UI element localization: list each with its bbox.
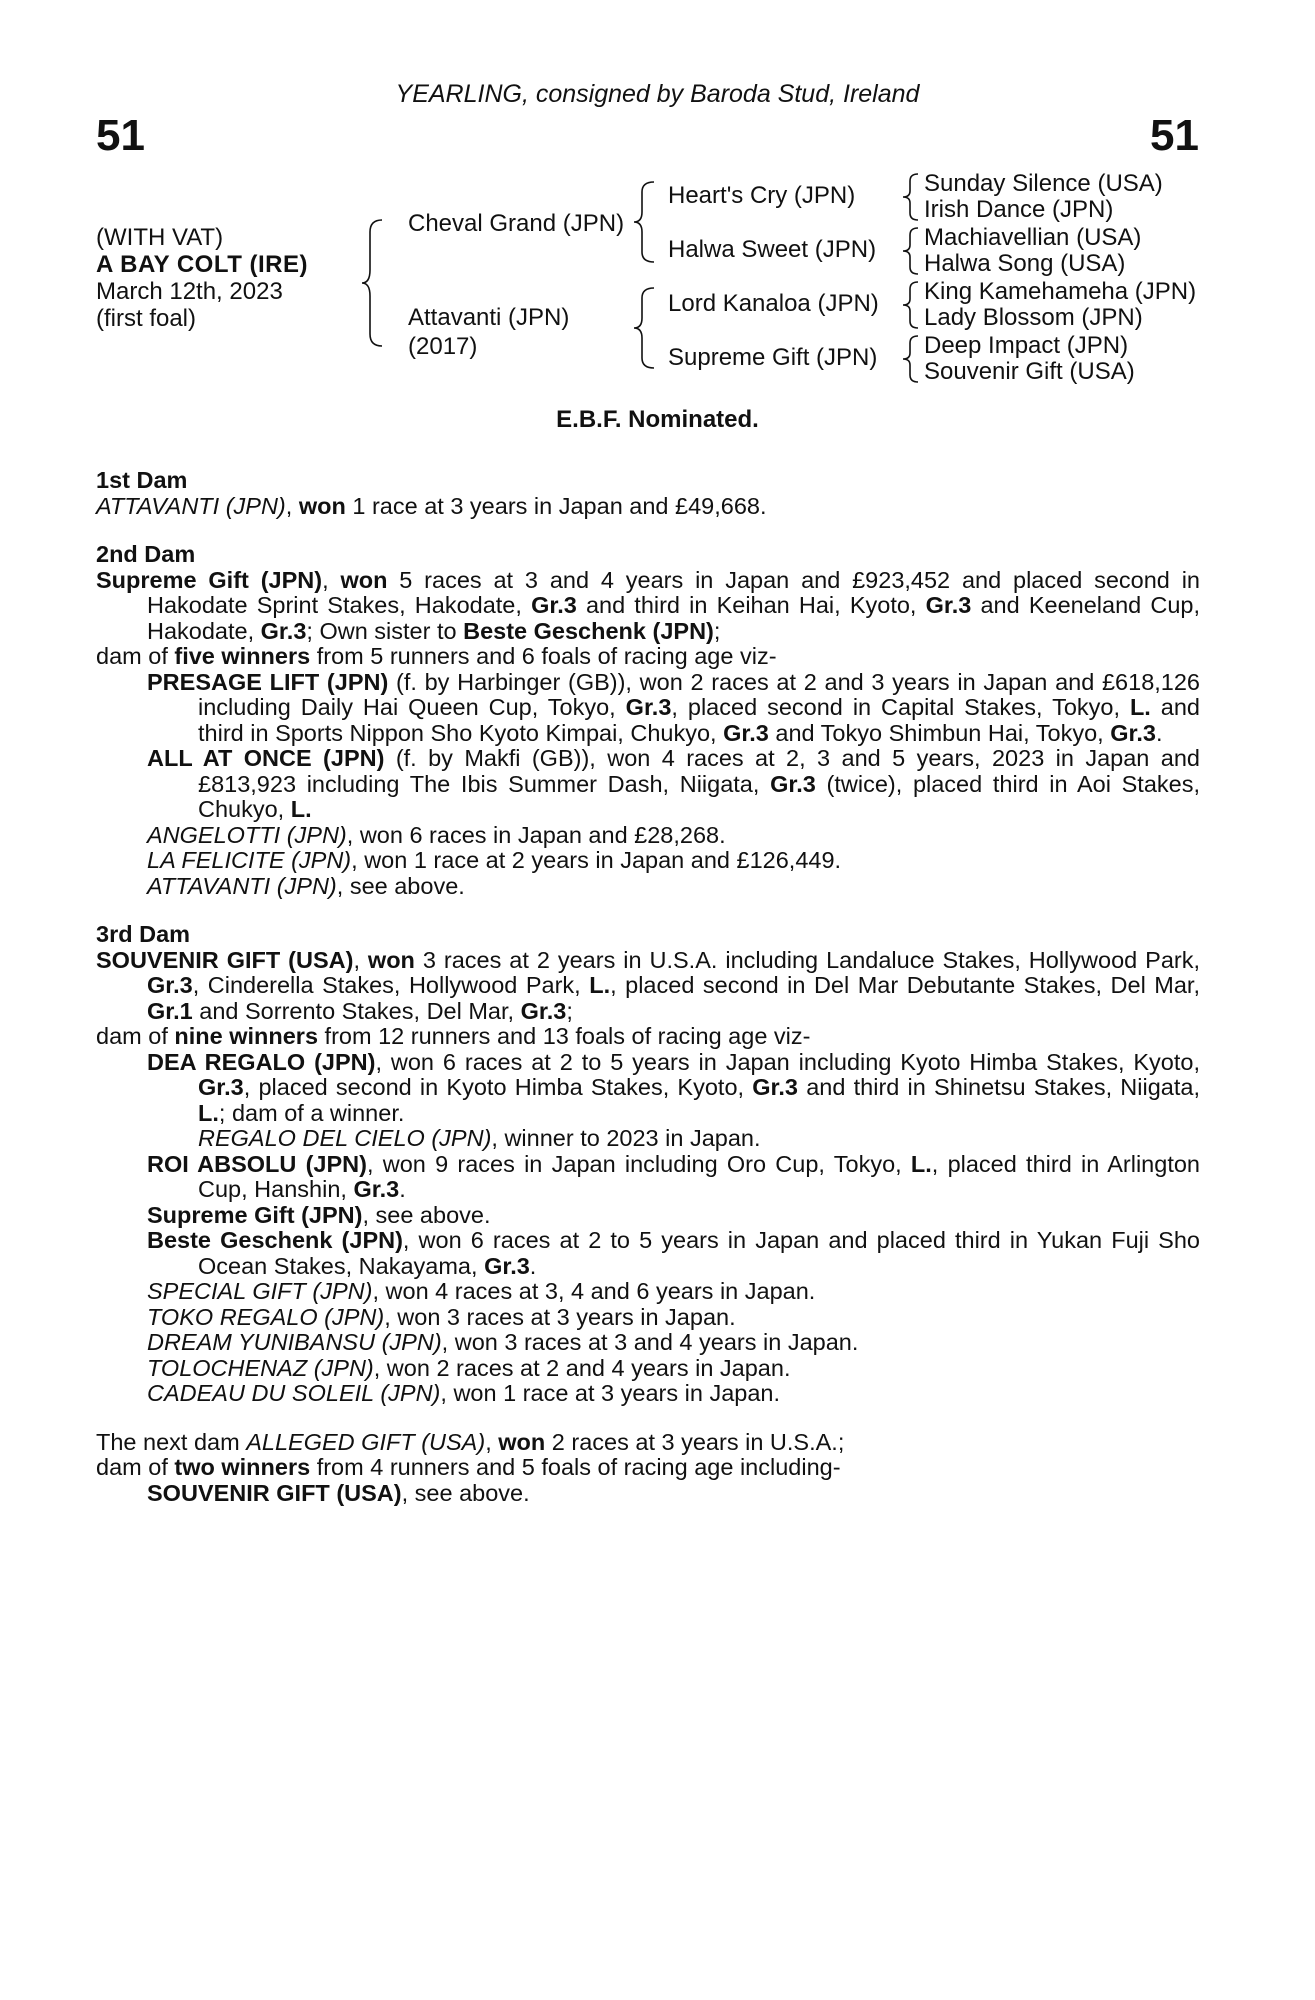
produce-entry xyxy=(96,848,1200,874)
text-run: , see above. xyxy=(336,872,465,899)
text-run: (f. by Harbinger (GB)), won 2 races at 2 and 3 years in Japan and £618,126 including Daily Hai Queen Cup, Tokyo, xyxy=(198,668,1201,720)
grade: Gr.3 xyxy=(752,1074,798,1100)
text-run: ; Own sister to xyxy=(306,617,464,644)
second-dam-heading: 2nd Dam xyxy=(96,541,196,567)
produce-entry xyxy=(96,1305,1200,1331)
second-dam-text xyxy=(96,568,1200,645)
text-run: , won 9 races in Japan including Oro Cup, Tokyo, xyxy=(366,1150,911,1177)
grade: Gr.3 xyxy=(353,1176,400,1202)
text-run: . xyxy=(1155,719,1163,746)
third-dam-text xyxy=(96,948,1200,1025)
text-run: (twice), placed third in Aoi Stakes, Chukyo, xyxy=(198,770,1200,822)
dam-sire: Lord Kanaloa (JPN) xyxy=(668,290,879,317)
produce-name: TOLOCHENAZ (JPN) xyxy=(147,1354,374,1381)
grade: Gr.3 xyxy=(723,719,769,746)
text-run: . xyxy=(399,1176,406,1202)
produce-name: LA FELICITE (JPN) xyxy=(147,847,352,873)
produce-name: SOUVENIR GIFT (USA) xyxy=(147,1479,402,1506)
text-run: , winner to 2023 in Japan. xyxy=(491,1125,761,1151)
text-run: , placed second in Kyoto Himba Stakes, Kyoto, xyxy=(243,1074,753,1100)
text-run: , won 3 races at 3 years in Japan. xyxy=(384,1303,736,1330)
dam-year: (2017) xyxy=(408,333,478,360)
brace-g3 xyxy=(900,280,922,330)
ancestor-8: Souvenir Gift (USA) xyxy=(924,358,1135,385)
listed: L. xyxy=(1129,694,1151,720)
grade: Gr.3 xyxy=(770,770,816,797)
lot-number-left: 51 xyxy=(96,111,145,160)
ancestor-2: Irish Dance (JPN) xyxy=(924,196,1114,223)
produce-entry xyxy=(96,746,1200,823)
catalogue-body xyxy=(96,468,1200,1506)
text-run: and third in Shinetsu Stakes, Niigata, xyxy=(798,1074,1200,1100)
grade: Gr.3 xyxy=(147,972,193,998)
grade: Gr.3 xyxy=(625,694,672,720)
third-dam-produce-line xyxy=(96,1024,1200,1050)
winners-count: five winners xyxy=(174,643,311,669)
colt-name: A BAY COLT (IRE) xyxy=(96,251,309,278)
listed: L. xyxy=(198,1099,219,1126)
text-run: ; xyxy=(713,617,721,644)
text-run: , placed third in Arlington Cup, Hanshin, xyxy=(198,1150,1200,1202)
produce-name: Supreme Gift (JPN) xyxy=(147,1201,363,1228)
produce-entry xyxy=(96,1279,1200,1305)
text-run: , won 1 race at 3 years in Japan. xyxy=(440,1380,781,1406)
ancestor-3: Machiavellian (USA) xyxy=(924,224,1142,251)
text-run: ; dam of a winner. xyxy=(218,1099,405,1126)
second-dam-produce-line xyxy=(96,644,1200,670)
text-run: , see above. xyxy=(362,1201,491,1228)
next-dam-won: won xyxy=(498,1428,546,1455)
produce-name: REGALO DEL CIELO (JPN) xyxy=(198,1125,492,1151)
colt-info xyxy=(96,224,308,332)
text-run: . xyxy=(529,1252,537,1279)
ebf-nominated: E.B.F. Nominated. xyxy=(556,406,759,433)
next-dam-name: ALLEGED GIFT (USA) xyxy=(246,1428,486,1455)
grade: Gr.3 xyxy=(484,1252,530,1279)
produce-entry xyxy=(96,874,1200,900)
produce-entry xyxy=(96,1050,1200,1127)
foaling-date: March 12th, 2023 xyxy=(96,278,283,305)
sister-name: Beste Geschenk (JPN) xyxy=(463,617,714,644)
third-dam-won: won xyxy=(367,946,415,973)
brace-g1 xyxy=(900,172,922,222)
text-run: from 4 runners and 5 foals of racing age including- xyxy=(310,1454,841,1480)
third-dam-heading: 3rd Dam xyxy=(96,921,191,947)
text-run: , won 6 races in Japan and £28,268. xyxy=(346,821,726,848)
produce-entry xyxy=(96,1481,1200,1507)
sep: , xyxy=(353,946,368,973)
sire-sire: Heart's Cry (JPN) xyxy=(668,182,856,209)
text-run: The next dam xyxy=(96,1428,247,1455)
text-run: and third in Sports Nippon Sho Kyoto Kimpai, Chukyo, xyxy=(198,694,1200,746)
text-run: and third in Keihan Hai, Kyoto, xyxy=(576,592,926,618)
produce-name: ANGELOTTI (JPN) xyxy=(147,821,347,848)
grade: Gr.3 xyxy=(531,592,577,618)
produce-name: ATTAVANTI (JPN) xyxy=(147,872,337,899)
second-dam-won: won xyxy=(340,566,388,593)
ancestor-4: Halwa Song (USA) xyxy=(924,250,1126,277)
text-run: , see above. xyxy=(401,1479,530,1506)
text-run: from 5 runners and 6 foals of racing age viz- xyxy=(310,643,777,669)
text-run: and Sorrento Stakes, Del Mar, xyxy=(192,997,521,1024)
brace-g2 xyxy=(900,226,922,276)
text-run: , won 4 races at 3, 4 and 6 years in Japan. xyxy=(372,1278,816,1304)
produce-name: CADEAU DU SOLEIL (JPN) xyxy=(147,1380,441,1406)
text-run: 5 races at 3 and 4 years in Japan and £923,452 and placed second in Hakodate Sprint Stakes, Hakodate, xyxy=(147,566,1200,618)
first-dam-heading: 1st Dam xyxy=(96,467,188,493)
sep: , xyxy=(485,1428,499,1455)
produce-entry xyxy=(96,670,1200,747)
third-dam-name: SOUVENIR GIFT (USA) xyxy=(96,946,354,973)
produce-name: Beste Geschenk (JPN) xyxy=(147,1227,403,1253)
first-dam-rest: 1 race at 3 years in Japan and £49,668. xyxy=(345,492,767,519)
sep: , xyxy=(322,566,341,593)
ancestor-7: Deep Impact (JPN) xyxy=(924,332,1129,359)
listed: L. xyxy=(290,796,312,822)
sire-dam: Halwa Sweet (JPN) xyxy=(668,236,877,263)
produce-entry xyxy=(96,1330,1200,1356)
text-run: , won 1 race at 2 years in Japan and £126,449. xyxy=(351,847,842,873)
produce-name: DREAM YUNIBANSU (JPN) xyxy=(147,1329,442,1355)
text-run: , placed second in Del Mar Debutante Stakes, Del Mar, xyxy=(610,972,1200,998)
grade: Gr.3 xyxy=(925,592,972,618)
produce-entry xyxy=(96,1356,1200,1382)
first-dam-won: won xyxy=(298,492,346,519)
produce-entry xyxy=(96,1381,1200,1407)
produce-name: DEA REGALO (JPN) xyxy=(147,1048,376,1075)
produce-name: SPECIAL GIFT (JPN) xyxy=(147,1278,373,1304)
text-run: from 12 runners and 13 foals of racing age viz- xyxy=(318,1023,811,1049)
text-run: dam of xyxy=(96,643,175,669)
pedigree-table xyxy=(0,168,1315,398)
text-run: dam of xyxy=(96,1023,175,1049)
grade: Gr.3 xyxy=(520,997,567,1024)
next-dam-text xyxy=(96,1430,1200,1456)
foal-note: (first foal) xyxy=(96,305,197,332)
dam: Attavanti (JPN) xyxy=(408,304,570,331)
grand-produce-entry xyxy=(96,1126,1200,1152)
text-run: , won 6 races at 2 to 5 years in Japan including Kyoto Himba Stakes, Kyoto, xyxy=(375,1048,1201,1075)
text-run: , won 2 races at 2 and 4 years in Japan. xyxy=(373,1354,791,1381)
grade: Gr.3 xyxy=(198,1074,244,1100)
first-dam-name: ATTAVANTI (JPN) xyxy=(96,492,286,519)
lot-number-right: 51 xyxy=(1150,111,1199,160)
produce-entry xyxy=(96,1152,1200,1203)
vat-note: (WITH VAT) xyxy=(96,224,224,251)
text-run: and Tokyo Shimbun Hai, Tokyo, xyxy=(768,719,1111,746)
next-dam-produce-line xyxy=(96,1455,1200,1481)
second-dam-name: Supreme Gift (JPN) xyxy=(96,566,323,593)
produce-name: ALL AT ONCE (JPN) xyxy=(147,745,385,771)
text-run: , placed second in Capital Stakes, Tokyo, xyxy=(671,694,1130,720)
produce-entry xyxy=(96,1203,1200,1229)
produce-entry xyxy=(96,1228,1200,1279)
grade: Gr.3 xyxy=(1110,719,1156,746)
produce-name: TOKO REGALO (JPN) xyxy=(147,1303,385,1330)
produce-name: ROI ABSOLU (JPN) xyxy=(147,1150,367,1177)
text-run: dam of xyxy=(96,1454,175,1480)
main-brace xyxy=(360,218,390,348)
ancestor-1: Sunday Silence (USA) xyxy=(924,170,1163,197)
brace-g4 xyxy=(900,334,922,384)
sire-brace xyxy=(632,180,662,264)
text-run: 2 races at 3 years in U.S.A.; xyxy=(545,1428,845,1455)
spacer xyxy=(96,1407,1200,1430)
ancestor-5: King Kamehameha (JPN) xyxy=(924,278,1197,305)
listed: L. xyxy=(589,972,611,998)
consignment-line: YEARLING, consigned by Baroda Stud, Ireland xyxy=(395,80,920,108)
text-run: , won 6 races at 2 to 5 years in Japan and placed third in Yukan Fuji Sho Ocean Stakes, Nakayama, xyxy=(198,1227,1200,1279)
text-run: , won 3 races at 3 and 4 years in Japan. xyxy=(441,1329,859,1355)
winners-count: nine winners xyxy=(174,1023,319,1049)
produce-name: PRESAGE LIFT (JPN) xyxy=(147,668,389,695)
listed: L. xyxy=(910,1150,932,1177)
winners-count: two winners xyxy=(174,1454,311,1480)
dam-brace xyxy=(632,286,662,370)
grade: Gr.1 xyxy=(147,997,193,1024)
first-dam-text: ATTAVANTI (JPN), won 1 race at 3 years in Japan and £49,668. xyxy=(96,492,767,519)
text-run: and Keeneland Cup, Hakodate, xyxy=(147,592,1200,644)
text-run: (f. by Makfi (GB)), won 4 races at 2, 3 and 5 years, 2023 in Japan and £813,923 including The Ibis Summer Dash, Niigata, xyxy=(198,745,1200,797)
text-run: , Cinderella Stakes, Hollywood Park, xyxy=(192,972,590,998)
text-run: 3 races at 2 years in U.S.A. including Landaluce Stakes, Hollywood Park, xyxy=(414,946,1200,973)
text-run: ; xyxy=(566,997,573,1024)
produce-entry xyxy=(96,823,1200,849)
grade: Gr.3 xyxy=(260,617,307,644)
ancestor-6: Lady Blossom (JPN) xyxy=(924,304,1143,331)
sire: Cheval Grand (JPN) xyxy=(408,210,625,237)
dam-dam: Supreme Gift (JPN) xyxy=(668,344,878,371)
